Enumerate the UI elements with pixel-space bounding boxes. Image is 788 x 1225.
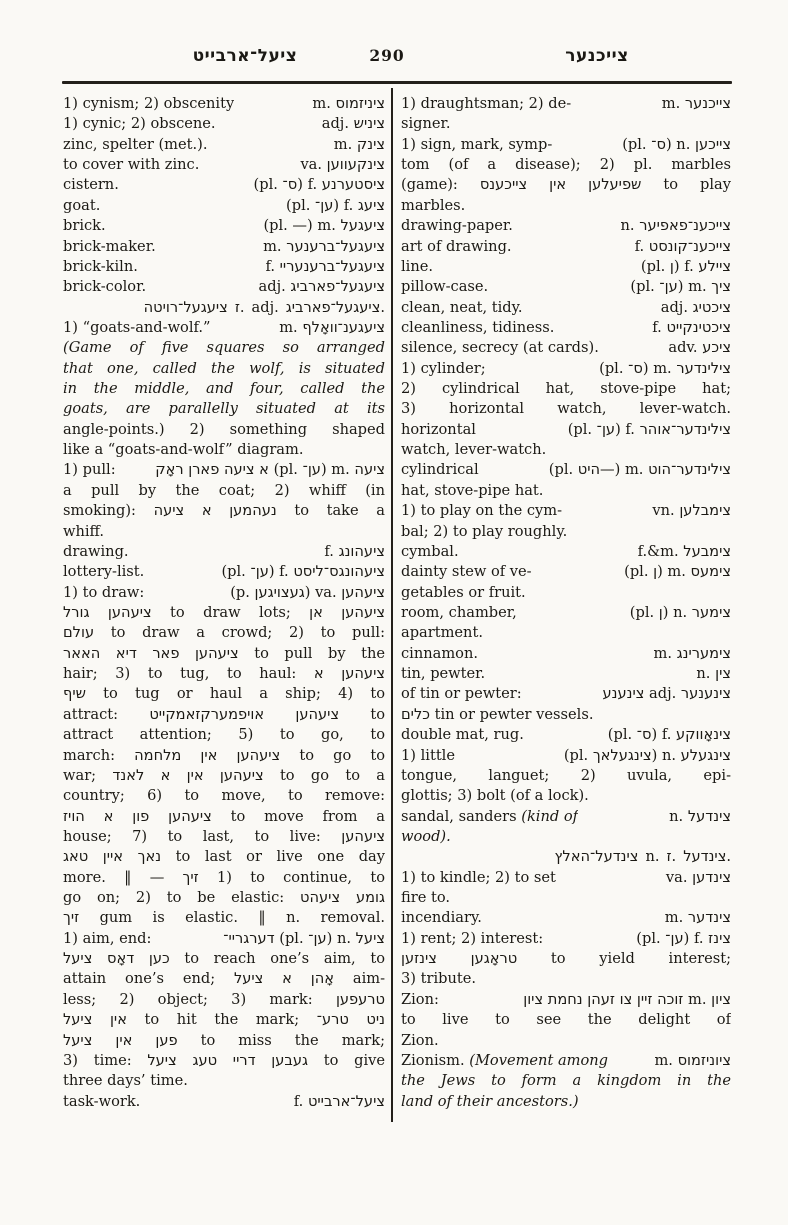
dictionary-line: [63, 257, 385, 277]
entry-definition: lottery-list.: [63, 563, 145, 581]
entry-headword: m. צייכנער: [661, 95, 731, 112]
dictionary-line: attain one’s end; אָהן א ציעל aim-: [63, 970, 385, 988]
entry-definition: sandal, sanders (kind of: [401, 807, 579, 825]
entry-definition: cinnamon.: [401, 644, 479, 662]
xref-segment: adj.: [251, 298, 279, 316]
dictionary-line: [63, 929, 385, 949]
entry-definition: 1) draughtsman; 2) de-: [401, 95, 572, 112]
dictionary-line: bal; 2) to play roughly.: [401, 522, 568, 540]
dictionary-line: [63, 94, 385, 114]
column-divider: [391, 88, 393, 1122]
dictionary-line: more. ‖ — זיך‎ 1) to continue, to: [63, 868, 385, 886]
dictionary-line: (game): שפיעלען אין צייכענס to play: [401, 176, 731, 194]
entry-headword: va. צינקעווען: [300, 156, 385, 174]
dictionary-line: [401, 94, 731, 114]
entry-headword: f. ציעל־ארבייט: [293, 1092, 385, 1110]
entry-definition: double mat, rug.: [401, 726, 524, 744]
dictionary-line: attract: ציעהען אויפמערקזאמקייט to: [63, 705, 385, 723]
dictionary-line: 2) cylindrical hat, stove-pipe hat;: [401, 380, 731, 398]
column-right: [401, 94, 731, 1112]
entry-headword: adj. ציעגעל־פארביג: [258, 278, 385, 296]
entry-headword: (pl. ן) n. צימער: [629, 603, 731, 621]
dictionary-line: [401, 359, 731, 379]
dictionary-line: 3) horizontal watch, lever-watch.: [401, 400, 731, 418]
entry-headword: n. צינדעל: [669, 807, 731, 825]
entry-definition: cistern.: [63, 176, 119, 194]
dictionary-line: marbles.: [401, 196, 466, 214]
entry-definition-italic: (kind of: [516, 807, 579, 825]
dictionary-line: war; ציעהען אין א לאנד to go to a: [63, 766, 385, 784]
entry-headword: צינענע‎ adj. צינענער: [602, 685, 731, 703]
dictionary-line: country; 6) to move, to remove:: [63, 787, 385, 805]
entry-headword: m. ציעגעל־ברענער: [263, 237, 385, 255]
dictionary-line: go on; 2) to be elastic: גומע ציעהט: [63, 889, 385, 907]
entry-headword: m. צינק: [333, 135, 385, 153]
entry-definition: 1) sign, mark, symp-: [401, 135, 553, 153]
dictionary-line: [63, 583, 385, 603]
entry-definition: 1) to kindle; 2) to set: [401, 868, 556, 886]
entry-definition: horizontal: [401, 420, 476, 438]
entry-headword: (pl. ן) f. ציילע: [640, 257, 731, 275]
dictionary-line: Zion.: [401, 1031, 439, 1049]
entry-headword: adj. ציכטיג: [660, 298, 731, 316]
entry-headword: דערגריי־ (pl. ען־) n. ציעל: [223, 929, 385, 947]
entry-headword: (pl. ען־) m. ציך: [630, 278, 731, 296]
entry-definition: zinc, spelter (met.).: [63, 135, 208, 153]
entry-headword: f. ציכטינקייט: [652, 318, 731, 336]
entry-definition: 1) aim, end:: [63, 929, 152, 947]
entry-definition: 1) cynic; 2) obscene.: [63, 115, 216, 133]
entry-definition: silence, secrecy (at cards).: [401, 339, 599, 357]
entry-headword: (pl. ס־) f. צינאָווקע: [607, 726, 731, 744]
dictionary-line: (Game of five squares so arranged: [63, 339, 385, 357]
entry-headword: (pl. —) m. ציעגעל: [263, 217, 385, 235]
entry-headword: m. ציוניזמוס: [654, 1051, 731, 1069]
dictionary-line: [63, 237, 385, 257]
dictionary-line: [401, 644, 731, 664]
dictionary-line: [401, 338, 731, 358]
dictionary-line: [63, 114, 385, 134]
dictionary-line: angle-points.) 2) something shaped: [63, 420, 385, 438]
dictionary-line: march: ציעהען אין מלחמה to go to: [63, 746, 385, 764]
dictionary-line: signer.: [401, 115, 451, 133]
dictionary-line: [63, 175, 385, 195]
dictionary-line: [401, 807, 731, 827]
dictionary-line: three days’ time.: [63, 1072, 188, 1090]
dictionary-line: 3) time: געבען דריי טעג ציעל to give: [63, 1051, 385, 1069]
dictionary-line: עולם to draw a crowd; 2) to pull:: [63, 624, 385, 642]
entry-definition: brick-maker.: [63, 237, 156, 255]
dictionary-line: כען דאָס ציעל to reach one’s aim, to: [63, 950, 385, 968]
dictionary-line: [401, 908, 731, 928]
dictionary-line: [63, 542, 385, 562]
dictionary-line: [401, 460, 731, 480]
entry-headword: (pl. ס־) f. ציסטערנע: [253, 176, 385, 194]
cross-reference-line: [63, 298, 385, 318]
dictionary-line: smoking): נעהמען א ציעה to take a: [63, 502, 385, 520]
dictionary-line: in the middle, and four, called the: [63, 380, 385, 398]
entry-definition: drawing-paper.: [401, 217, 513, 235]
entry-definition: 1) cylinder;: [401, 359, 486, 377]
dictionary-line: [401, 277, 731, 297]
dictionary-line: [401, 298, 731, 318]
dictionary-line: [401, 237, 731, 257]
xref-segment: ז.: [234, 298, 245, 316]
entry-definition: brick.: [63, 217, 106, 235]
dictionary-line: אין ציעל to hit the mark; ניט טרע־: [63, 1011, 385, 1029]
entry-definition: cymbal.: [401, 542, 459, 560]
entry-definition: tin, pewter.: [401, 665, 486, 683]
entry-headword: f.&m. צימבעל: [637, 542, 731, 560]
header-rule: [62, 81, 732, 84]
xref-segment: n.: [645, 848, 660, 866]
entry-definition: of tin or pewter:: [401, 685, 522, 703]
entry-headword: m. ציניזמוס: [312, 95, 385, 112]
dictionary-line: פען אין ציעל to miss the mark;: [63, 1031, 385, 1049]
dictionary-line: watch, lever-watch.: [401, 441, 547, 459]
dictionary-line: שיף to tug or haul a ship; 4) to: [63, 685, 385, 703]
header-keyword-left: ציעל־ארבייט: [192, 46, 298, 66]
entry-headword: (pl. ען־) f. צילינדער־אוהר: [567, 420, 731, 438]
entry-headword: vn. צימבלען: [652, 502, 731, 520]
dictionary-line: [63, 460, 385, 480]
xref-segment: ציעגעל־רויטה: [143, 298, 228, 316]
dictionary-line: fire to.: [401, 889, 451, 907]
entry-definition-italic: (Movement among: [464, 1051, 609, 1069]
xref-segment: ז.: [666, 848, 677, 866]
dictionary-line: [63, 1092, 385, 1112]
entry-definition: 1) “goats-and-wolf.”: [63, 318, 211, 336]
dictionary-line: hair; 3) to tug, to haul: ציעהען א: [63, 665, 385, 683]
entry-headword: va. צינדען: [665, 868, 731, 886]
dictionary-line: [63, 277, 385, 297]
dictionary-line: land of their ancestors.): [401, 1092, 579, 1110]
dictionary-line: to live to see the delight of: [401, 1011, 731, 1029]
dictionary-line: [401, 501, 731, 521]
dictionary-line: that one, called the wolf, is situated: [63, 359, 385, 377]
dictionary-line: [401, 257, 731, 277]
dictionary-line: tom (of a disease); 2) pl. marbles: [401, 156, 731, 174]
dictionary-line: [401, 420, 731, 440]
dictionary-line: ציעהען גורל to draw lots; ציעהען אן: [63, 603, 385, 621]
entry-headword: m. צינדער: [664, 909, 731, 927]
dictionary-line: [401, 664, 731, 684]
xref-segment: צינדעל.: [683, 848, 731, 866]
dictionary-line: [63, 135, 385, 155]
dictionary-line: hat, stove-pipe hat.: [401, 481, 544, 499]
dictionary-line: wood).: [401, 827, 451, 845]
entry-headword: (pl. ס־) n. צייכען: [622, 135, 731, 153]
entry-definition: 1) little: [401, 746, 455, 764]
entry-headword: א ציעה פארן ראָק‎ (pl. ען־) m. ציעה: [155, 461, 385, 479]
dictionary-line: [401, 216, 731, 236]
dictionary-line: [401, 725, 731, 745]
entry-definition: brick-color.: [63, 278, 147, 296]
dictionary-line: goats, are parallelly situated at its: [63, 400, 385, 418]
entry-definition: 1) pull:: [63, 461, 116, 479]
dictionary-line: tongue, languet; 2) uvula, epi-: [401, 766, 731, 784]
column-left: [63, 94, 385, 1112]
entry-definition: 1) to draw:: [63, 583, 145, 601]
dictionary-line: [401, 562, 731, 582]
dictionary-line: [401, 318, 731, 338]
dictionary-line: the Jews to form a kingdom in the: [401, 1072, 731, 1090]
entry-headword: (pl. ן) m. צימעס: [624, 563, 731, 581]
entry-headword: n. צייכענ־פאפיער: [620, 217, 731, 235]
entry-definition: cylindrical: [401, 461, 479, 479]
entry-headword: f. צייכענ־קונסט: [634, 237, 731, 255]
dictionary-line: [401, 603, 731, 623]
entry-headword: m. צימערינג: [653, 644, 731, 662]
dictionary-line: [63, 318, 385, 338]
entry-definition: incendiary.: [401, 909, 482, 927]
dictionary-line: [401, 929, 731, 949]
dictionary-line: [401, 542, 731, 562]
entry-headword: (pl. ס־) m. צילינדער: [599, 359, 731, 377]
entry-headword: (pl. ען־) f. ציעג: [286, 196, 385, 214]
entry-definition: line.: [401, 257, 434, 275]
dictionary-line: whiff.: [63, 522, 105, 540]
dictionary-line: [401, 990, 731, 1010]
entry-headword: n. צין: [696, 665, 731, 683]
dictionary-line: כלים tin or pewter vessels.: [401, 705, 594, 723]
xref-segment: ציעגעל־פארביג.: [285, 298, 385, 316]
entry-definition: dainty stew of ve-: [401, 563, 532, 581]
dictionary-line: [401, 746, 731, 766]
dictionary-line: [401, 684, 731, 704]
entry-headword: f. ציעגעל־ברענעריי: [265, 257, 385, 275]
dictionary-line: טראָגען צינזען to yield interest;: [401, 950, 731, 968]
entry-definition: task-work.: [63, 1092, 141, 1110]
dictionary-line: house; 7) to last, to live: ציעהען: [63, 827, 385, 845]
header-keyword-right: צייכנער: [565, 46, 629, 66]
dictionary-line: [401, 868, 731, 888]
dictionary-line: [63, 562, 385, 582]
xref-segment: צינדעל־האלץ: [554, 848, 639, 866]
entry-headword: (pl. היט—) m. צילינדער־הוט: [548, 461, 731, 479]
dictionary-line: [63, 155, 385, 175]
dictionary-line: a pull by the coat; 2) whiff (in: [63, 481, 385, 499]
entry-headword: f. ציעהונג: [324, 542, 385, 560]
entry-headword: (pl. צינגעלאך) n. צינגעלע: [563, 746, 731, 764]
dictionary-line: glottis; 3) bolt (of a lock).: [401, 787, 589, 805]
entry-definition: Zionism. (Movement among: [401, 1051, 609, 1069]
cross-reference-line: [401, 847, 731, 867]
entry-headword: adj. ציניש: [321, 115, 385, 133]
entry-definition: room, chamber,: [401, 603, 517, 621]
dictionary-line: [63, 216, 385, 236]
entry-definition: 1) cynism; 2) obscenity: [63, 95, 235, 112]
dictionary-line: נאך איין טאג to last or live one day: [63, 848, 385, 866]
dictionary-line: less; 2) object; 3) mark: טרעפען: [63, 990, 385, 1008]
dictionary-line: ציעהען פון א הויז to move from a: [63, 807, 385, 825]
entry-headword: adv. ציכע: [668, 339, 731, 357]
dictionary-line: 3) tribute.: [401, 970, 477, 988]
entry-headword: זוכה זיין צו זעהן נחמת ציון‎ m. ציון: [523, 990, 731, 1008]
entry-definition: clean, neat, tidy.: [401, 298, 523, 316]
dictionary-line: [63, 196, 385, 216]
entry-definition: drawing.: [63, 542, 129, 560]
dictionary-line: apartment.: [401, 624, 483, 642]
page-number: 290: [369, 46, 405, 65]
entry-headword: (p. געצויגען) va. ציעהען: [230, 583, 385, 601]
entry-definition: pillow-case.: [401, 278, 489, 296]
entry-definition: to cover with zinc.: [63, 156, 200, 174]
entry-definition: 1) rent; 2) interest:: [401, 929, 544, 947]
entry-headword: (pl. ען־) f. צינז: [636, 929, 731, 947]
dictionary-line: [401, 135, 731, 155]
dictionary-line: like a “goats-and-wolf” diagram.: [63, 441, 304, 459]
entry-headword: (pl. ען־) f. ציעהונגס־ליסט: [221, 563, 385, 581]
dictionary-line: getables or fruit.: [401, 583, 526, 601]
dictionary-line: ציעהען פאר דיא האאר to pull by the: [63, 644, 385, 662]
entry-definition: art of drawing.: [401, 237, 512, 255]
dictionary-line: זיך gum is elastic. ‖ n. removal.: [63, 909, 385, 927]
dictionary-line: attract attention; 5) to go, to: [63, 726, 385, 744]
entry-definition: brick-kiln.: [63, 257, 138, 275]
entry-definition: cleanliness, tidiness.: [401, 318, 555, 336]
entry-definition: goat.: [63, 196, 101, 214]
entry-definition: 1) to play on the cym-: [401, 502, 563, 520]
dictionary-line: [401, 1051, 731, 1071]
entry-headword: m. ציעגענ־וואָלף: [279, 318, 385, 336]
entry-definition: Zion:: [401, 990, 439, 1008]
